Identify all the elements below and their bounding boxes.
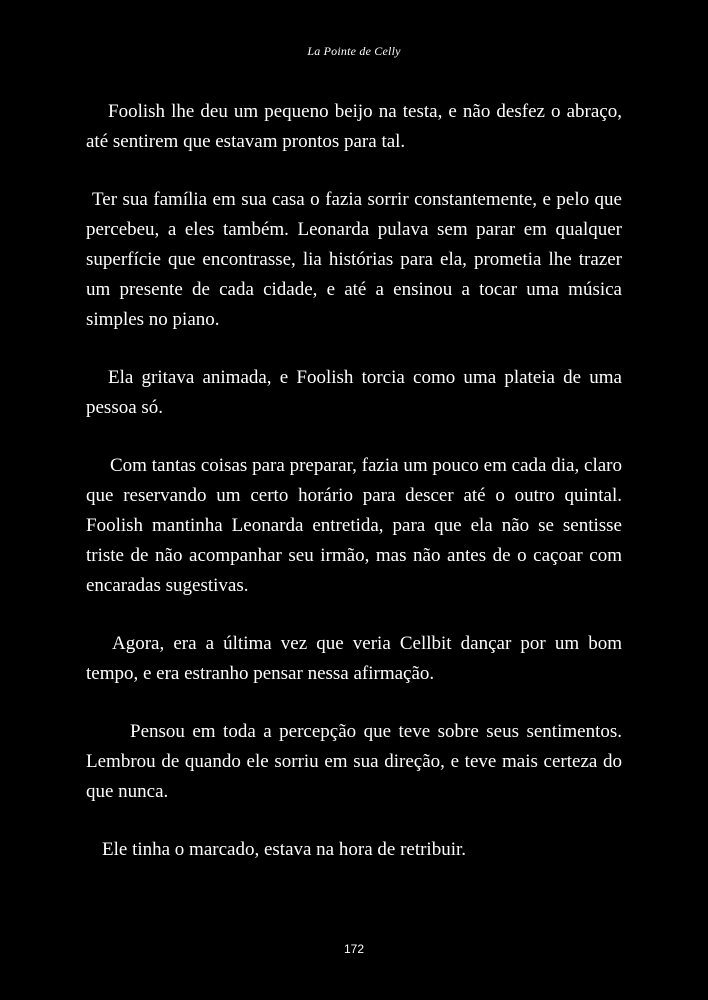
paragraph-7: Ele tinha o marcado, estava na hora de retribuir. xyxy=(102,839,467,860)
paragraph-6: Pensou em toda a percepção que teve sobre seus sentimentos. Lembrou de quando ele sorriu em sua direção, e teve mais certeza do que nunca. xyxy=(86,721,622,802)
paragraph-3: Ela gritava animada, e Foolish torcia como uma plateia de uma pessoa só. xyxy=(86,367,622,418)
chapter-body xyxy=(86,97,622,893)
paragraph-5: Agora, era a última vez que veria Cellbit dançar por um bom tempo, e era estranho pensar nessa afirmação. xyxy=(86,633,622,684)
paragraph-4: Com tantas coisas para preparar, fazia um pouco em cada dia, claro que reservando um certo horário para descer até o outro quintal. Foolish mantinha Leonarda entretida, para que ela não se sentisse triste de não acompanhar seu irmão, mas não antes de o caçoar com encaradas sugestivas. xyxy=(86,455,622,596)
paragraph-1: Foolish lhe deu um pequeno beijo na testa, e não desfez o abraço, até sentirem que estavam prontos para tal. xyxy=(86,101,622,152)
paragraph-2: Ter sua família em sua casa o fazia sorrir constantemente, e pelo que percebeu, a eles também. Leonarda pulava sem parar em qualquer superfície que encontrasse, lia histórias para ela, prometia lhe trazer um presente de cada cidade, e até a ensinou a tocar uma música simples no piano. xyxy=(86,189,622,330)
running-header: La Pointe de Celly xyxy=(307,44,401,58)
page-number: 172 xyxy=(343,942,365,956)
